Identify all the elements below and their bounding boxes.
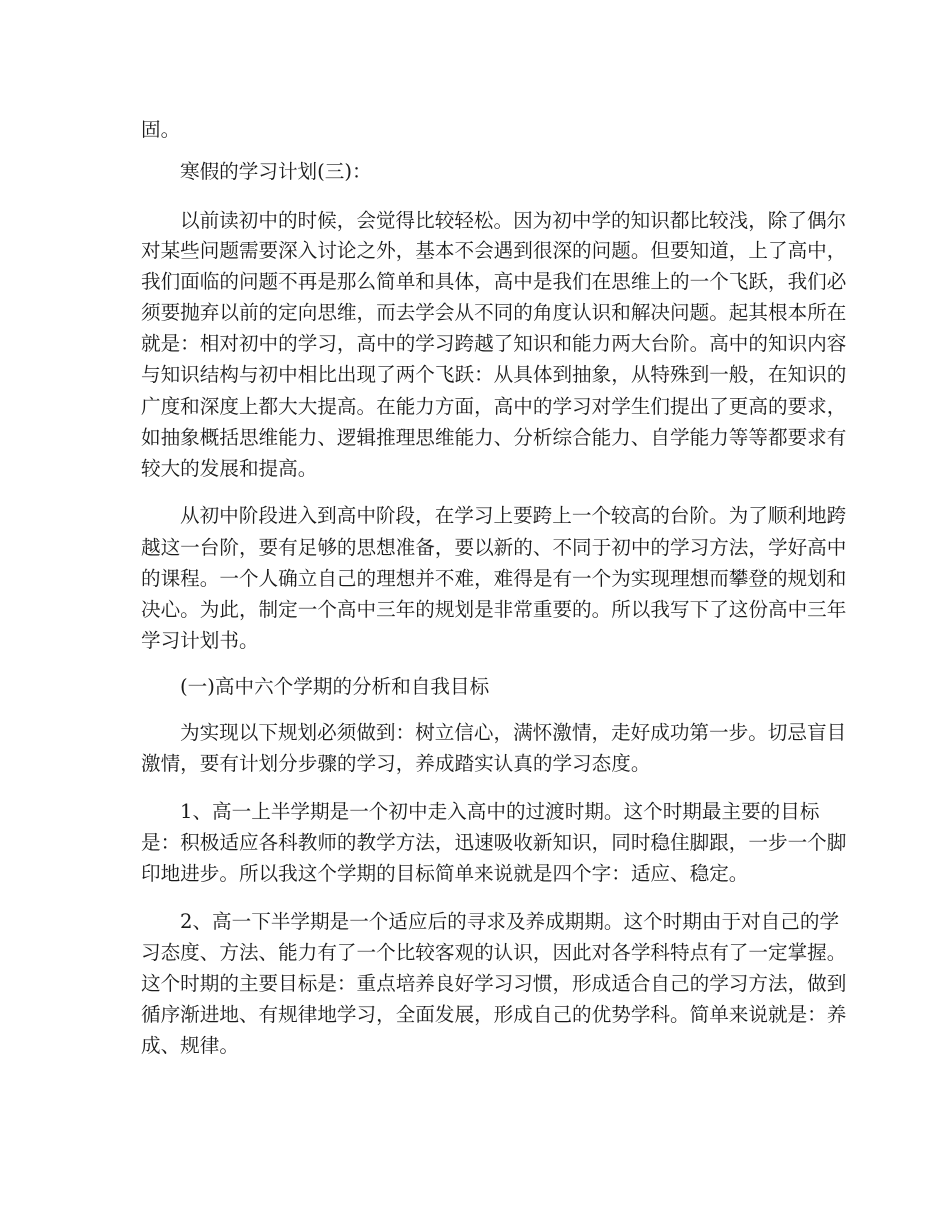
text-line: 的课程。一个人确立自己的理想并不难，难得是有一个为实现理想而攀登的规划和 bbox=[141, 567, 847, 590]
text-line: 广度和深度上都大大提高。在能力方面，高中的学习对学生们提出了更高的要求， bbox=[141, 395, 847, 418]
text-line: 越这一台阶，要有足够的思想准备，要以新的、不同于初中的学习方法，学好高中 bbox=[141, 536, 847, 559]
text-line: 须要抛弃以前的定向思维，而去学会从不同的角度认识和解决问题。起其根本所在 bbox=[141, 301, 847, 324]
text-line: 印地进步。所以我这个学期的目标简单来说就是四个字：适应、稳定。 bbox=[141, 862, 749, 885]
text-line: 习态度、方法、能力有了一个比较客观的认识，因此对各学科特点有了一定掌握。 bbox=[141, 941, 847, 964]
text-line: 以前读初中的时候，会觉得比较轻松。因为初中学的知识都比较浅，除了偶尔 bbox=[180, 209, 847, 232]
text-line: 激情，要有计划分步骤的学习，养成踏实认真的学习态度。 bbox=[141, 752, 651, 775]
text-line: 从初中阶段进入到高中阶段，在学习上要跨上一个较高的台阶。为了顺利地跨 bbox=[180, 504, 847, 527]
text-line: 我们面临的问题不再是那么简单和具体，高中是我们在思维上的一个飞跃，我们必 bbox=[141, 270, 847, 293]
text-line: 1、高一上半学期是一个初中走入高中的过渡时期。这个时期最主要的目标 bbox=[180, 800, 820, 823]
text-line: 成、规律。 bbox=[141, 1034, 239, 1057]
text-line: 固。 bbox=[141, 118, 181, 141]
text-line: 是：积极适应各科教师的教学方法，迅速吸收新知识，同时稳住脚跟，一步一个脚 bbox=[141, 831, 847, 854]
text-line: 循序渐进地、有规律地学习，全面发展，形成自己的优势学科。简单来说就是：养 bbox=[141, 1003, 847, 1026]
text-line: 2、高一下半学期是一个适应后的寻求及养成期期。这个时期由于对自己的学 bbox=[180, 910, 840, 933]
text-line: 决心。为此，制定一个高中三年的规划是非常重要的。所以我写下了这份高中三年 bbox=[141, 598, 847, 621]
text-line: 对某些问题需要深入讨论之外，基本不会遇到很深的问题。但要知道，上了高中， bbox=[141, 239, 847, 262]
text-line: 如抽象概括思维能力、逻辑推理思维能力、分析综合能力、自学能力等等都要求有 bbox=[141, 426, 847, 449]
text-line: 这个时期的主要目标是：重点培养良好学习习惯，形成适合自己的学习方法，做到 bbox=[141, 972, 847, 995]
text-line: 就是：相对初中的学习，高中的学习跨越了知识和能力两大台阶。高中的知识内容 bbox=[141, 332, 847, 355]
text-line: 为实现以下规划必须做到：树立信心，满怀激情，走好成功第一步。切忌盲目 bbox=[180, 721, 847, 744]
text-line: 较大的发展和提高。 bbox=[141, 457, 318, 480]
text-line: 学习计划书。 bbox=[141, 629, 259, 652]
section-heading: 寒假的学习计划(三)： bbox=[180, 160, 372, 183]
text-line: 与知识结构与初中相比出现了两个飞跃：从具体到抽象，从特殊到一般，在知识的 bbox=[141, 363, 847, 386]
section-heading: (一)高中六个学期的分析和自我目标 bbox=[180, 675, 490, 698]
